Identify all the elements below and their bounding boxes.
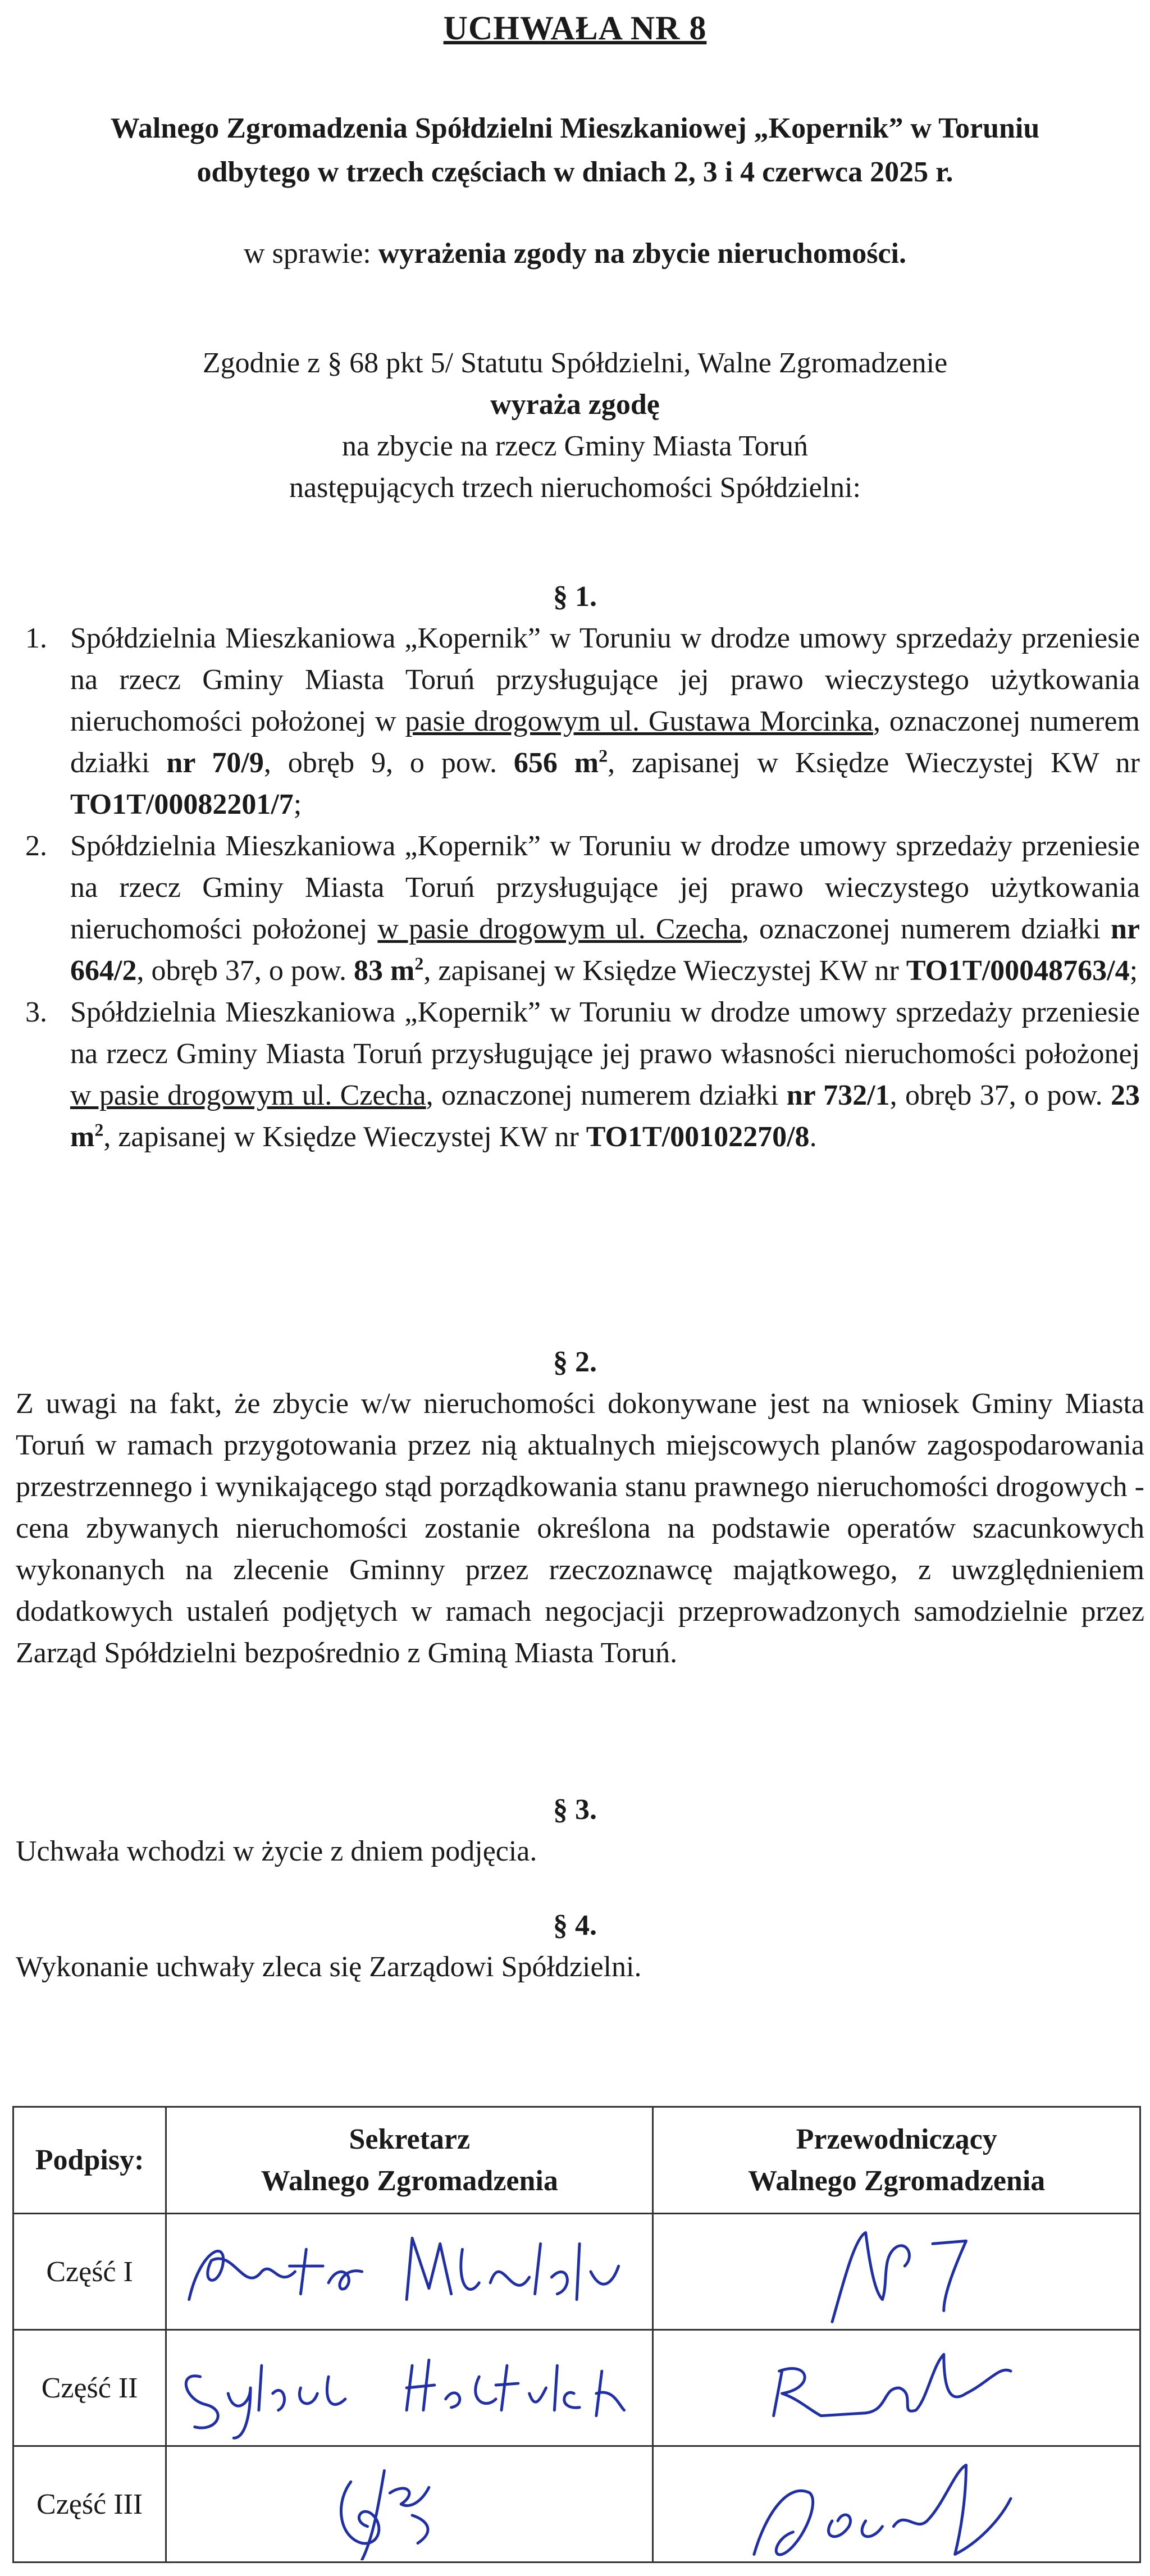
section-4-heading: § 4.: [553, 1909, 597, 1941]
resolution-subject: [0, 232, 1150, 276]
secretary-column-header: [166, 2107, 653, 2214]
chair-signature: [653, 2330, 1140, 2446]
intro-line-3: na zbycie na rzecz Gminy Miasta Toruń: [342, 430, 808, 462]
item-text: , obręb 9, o pow.: [263, 747, 514, 779]
item-end: .: [809, 1121, 817, 1153]
part-label: Część I: [13, 2214, 166, 2330]
handwritten-signature: [654, 2448, 1139, 2560]
intro-block: [0, 343, 1150, 509]
signature-row-part-3: [13, 2446, 1140, 2563]
secretary-signature: [166, 2214, 653, 2330]
item-area: 23 m: [70, 1079, 1140, 1153]
part-label: Część III: [13, 2446, 166, 2563]
item-plot-number: nr 70/9: [166, 747, 264, 779]
item-text: , oznaczonej numerem działki: [70, 705, 1140, 779]
signatures-table: [12, 2106, 1141, 2563]
item-text: , zapisanej w Księdze Wieczystej KW nr: [423, 955, 906, 987]
item-text: Spółdzielnia Mieszkaniowa „Kopernik” w Toruniu w drodze umowy sprzedaży przeniesie na rzecz Gminy Miasta Toruń przysługujące jej prawo własności nieruchomości położonej: [70, 996, 1140, 1070]
section-3-text: Uchwała wchodzi w życie z dniem podjęcia.: [16, 1835, 537, 1867]
intro-consent: wyraża zgodę: [490, 389, 660, 421]
property-item-2: 2. Spółdzielnia Mieszkaniowa „Kopernik” w Toruniu w drodze umowy sprzedaży przeniesie na rzecz Gminy Miasta Toruń przysługujące jej prawo wieczystego użytkowania nieruchomości położonej w pasie drogowym ul. Czecha, oznaczonej numerem działki nr 664/2, obręb 37, o pow. 83 $m^2$, zapisanej w Księdze Wieczystej KW nr TO1T/00048763/4;: [31, 826, 1140, 992]
item-plot-number: nr 732/1: [786, 1079, 890, 1111]
signatures-header-row: [13, 2107, 1140, 2214]
chair-column-header: [653, 2107, 1140, 2214]
item-plot-number: nr 664/2: [70, 913, 1140, 987]
secretary-signature: [166, 2330, 653, 2446]
item-land-register: TO1T/00048763/4: [906, 955, 1130, 987]
property-item-3: 3. Spółdzielnia Mieszkaniowa „Kopernik” w Toruniu w drodze umowy sprzedaży przeniesie na rzecz Gminy Miasta Toruń przysługujące jej prawo własności nieruchomości położonej w pasie drogowym ul. Czecha, oznaczonej numerem działki nr 732/1, obręb 37, o pow. 23 $m^2$, zapisanej w Księdze Wieczystej KW nr TO1T/00102270/8.: [31, 992, 1140, 1158]
property-item-1: 1. Spółdzielnia Mieszkaniowa „Kopernik” w Toruniu w drodze umowy sprzedaży przeniesie na rzecz Gminy Miasta Toruń przysługujące jej prawo wieczystego użytkowania nieruchomości położonej w pasie drogowym ul. Gustawa Morcinka, oznaczonej numerem działki nr 70/9, obręb 9, o pow. 656 $m^2$, zapisanej w Księdze Wieczystej KW nr TO1T/00082201/7;: [31, 618, 1140, 826]
secretary-header-line-1: Sekretarz: [349, 2123, 471, 2155]
subject-prefix: w sprawie:: [244, 238, 378, 270]
section-2-heading: § 2.: [553, 1346, 597, 1378]
signature-row-part-2: [13, 2330, 1140, 2446]
item-text: , zapisanej w Księdze Wieczystej KW nr: [103, 1121, 586, 1153]
resolution-title: UCHWAŁA NR 8: [443, 10, 707, 47]
item-text: Spółdzielnia Mieszkaniowa „Kopernik” w Toruniu w drodze umowy sprzedaży przeniesie na rzecz Gminy Miasta Toruń przysługujące jej prawo wieczystego użytkowania nieruchomości położonej: [70, 830, 1140, 945]
property-list: [25, 618, 1140, 1158]
subject-text: wyrażenia zgody na zbycie nieruchomości.: [378, 238, 906, 270]
item-text: , oznaczonej numerem działki: [426, 1079, 787, 1111]
part-label: Część II: [13, 2330, 166, 2446]
signature-row-part-1: [13, 2214, 1140, 2330]
subtitle-line-1: Walnego Zgromadzenia Spółdzielni Mieszkaniowej „Kopernik” w Toruniu: [110, 112, 1040, 144]
chair-signature: [653, 2446, 1140, 2563]
item-end: ;: [293, 788, 302, 820]
item-land-register: TO1T/00102270/8: [586, 1121, 810, 1153]
item-text: , obręb 37, o pow.: [889, 1079, 1111, 1111]
item-area: 83 m: [354, 955, 415, 987]
intro-line-1: Zgodnie z § 68 pkt 5/ Statutu Spółdzielni, Walne Zgromadzenie: [202, 347, 948, 379]
item-end: ;: [1129, 955, 1138, 987]
item-land-register: TO1T/00082201/7: [70, 788, 294, 820]
item-text: , zapisanej w Księdze Wieczystej KW nr: [608, 747, 1140, 779]
subtitle-line-2: odbytego w trzech częściach w dniach 2, 3 i 4 czerwca 2025 r.: [197, 156, 953, 188]
section-1-heading: § 1.: [553, 581, 597, 613]
item-text: , obręb 37, o pow.: [136, 955, 354, 987]
chair-header-line-1: Przewodniczący: [796, 2123, 997, 2155]
handwritten-signature: [167, 2448, 652, 2560]
item-text: Spółdzielnia Mieszkaniowa „Kopernik” w Toruniu w drodze umowy sprzedaży przeniesie na rzecz Gminy Miasta Toruń przysługujące jej prawo wieczystego użytkowania nieruchomości położonej w: [70, 622, 1140, 737]
item-area: 656 m: [513, 747, 599, 779]
item-text: , oznaczonej numerem działki: [741, 913, 1111, 945]
chair-signature: [653, 2214, 1140, 2330]
intro-line-4: następujących trzech nieruchomości Spółdzielni:: [289, 472, 861, 504]
handwritten-signature: [654, 2215, 1139, 2328]
signatures-label: Podpisy:: [13, 2107, 166, 2214]
resolution-subtitle: [0, 107, 1150, 194]
section-2-text: Z uwagi na fakt, że zbycie w/w nieruchomości dokonywane jest na wniosek Gminy Miasta Toruń w ramach przygotowania przez nią aktualnych miejscowych planów zagospodarowania przestrzennego i wynikającego stąd porządkowania stanu prawnego nieruchomości drogowych - cena zbywanych nieruchomości zostanie określona na podstawie operatów szacunkowych wykonanych na zlecenie Gminny przez rzeczoznawcę majątkowego, z uwzględnieniem dodatkowych ustaleń podjętych w ramach negocjacji przeprowadzonych samodzielnie przez Zarząd Spółdzielni bezpośrednio z Gminą Miasta Toruń.: [16, 1388, 1144, 1669]
item-number: 2.: [25, 830, 47, 862]
item-number: 1.: [25, 622, 47, 654]
section-3-heading: § 3.: [553, 1794, 597, 1826]
section-4-text: Wykonanie uchwały zleca się Zarządowi Spółdzielni.: [16, 1951, 642, 1983]
chair-header-line-2: Walnego Zgromadzenia: [748, 2164, 1046, 2197]
secretary-signature: [166, 2446, 653, 2563]
handwritten-signature: [167, 2215, 652, 2328]
handwritten-signature: [167, 2332, 652, 2444]
item-location: w pasie drogowym ul. Czecha: [377, 913, 742, 945]
item-location: pasie drogowym ul. Gustawa Morcinka: [405, 705, 873, 737]
item-location: w pasie drogowym ul. Czecha: [70, 1079, 426, 1111]
secretary-header-line-2: Walnego Zgromadzenia: [261, 2164, 558, 2197]
handwritten-signature: [654, 2332, 1139, 2444]
item-number: 3.: [25, 996, 47, 1028]
